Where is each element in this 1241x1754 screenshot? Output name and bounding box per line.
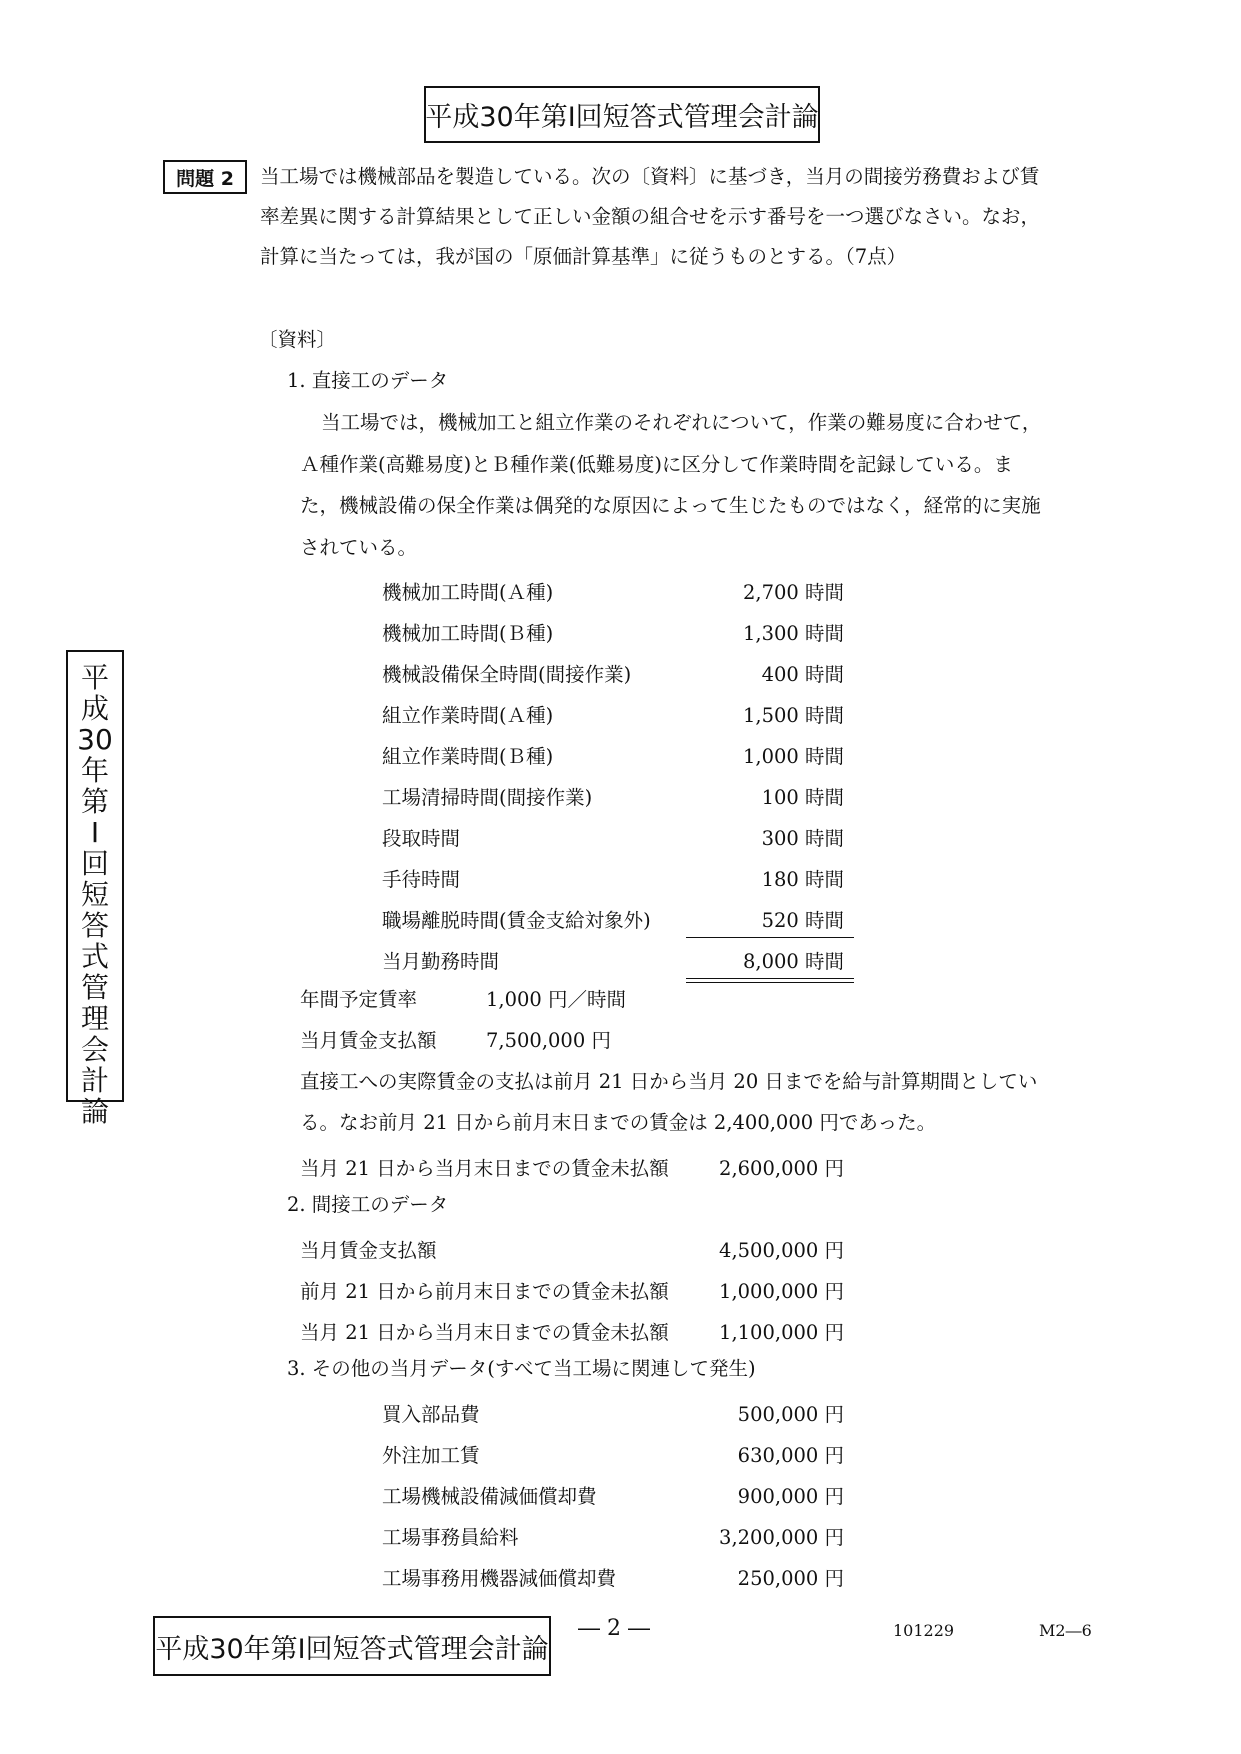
hours-label: 手待時間 — [382, 868, 461, 891]
section-1-desc-2: Ａ種作業(高難易度)とＢ種作業(低難易度)に区分して作業時間を記録している。ま — [300, 453, 1013, 476]
side-char: 短 — [80, 878, 109, 911]
indirect-row — [300, 1276, 844, 1303]
indirect-value: 4,500,000 円 — [719, 1239, 844, 1262]
side-char: 第 — [80, 785, 109, 818]
hours-label: 機械加工時間(Ｂ種) — [382, 622, 554, 645]
hours-value: 1,000 時間 — [742, 745, 844, 768]
hours-label: 組立作業時間(Ａ種) — [382, 704, 554, 727]
side-char: 30 — [77, 723, 113, 756]
other-row — [382, 1399, 844, 1426]
section-2-title: 2. 間接工のデータ — [287, 1193, 449, 1216]
other-row — [382, 1481, 844, 1508]
hours-label: 機械加工時間(Ａ種) — [382, 581, 554, 604]
hours-label: 職場離脱時間(賃金支給対象外) — [382, 909, 651, 932]
hours-label: 組立作業時間(Ｂ種) — [382, 745, 554, 768]
other-label: 買入部品費 — [382, 1403, 480, 1426]
section-1-desc-4: されている。 — [300, 536, 418, 559]
side-char: 式 — [80, 940, 109, 973]
hours-value: 2,700 時間 — [742, 581, 844, 604]
page-ref: M2―6 — [1039, 1621, 1092, 1640]
side-char: 成 — [80, 692, 109, 725]
indirect-row — [300, 1235, 844, 1262]
rate-value: 1,000 円／時間 — [486, 988, 627, 1011]
section-3-title: 3. その他の当月データ(すべて当工場に関連して発生) — [287, 1357, 756, 1380]
paid-value: 7,500,000 円 — [486, 1029, 611, 1052]
hours-row — [382, 659, 844, 686]
indirect-label: 当月 21 日から当月末日までの賃金未払額 — [300, 1321, 669, 1344]
hours-total-label: 当月勤務時間 — [382, 950, 500, 973]
hours-row — [382, 905, 844, 932]
exam-code: 101229 — [893, 1621, 955, 1640]
note-line-2: る。なお前月 21 日から前月末日までの賃金は 2,400,000 円であった。 — [300, 1111, 937, 1134]
hours-row — [382, 618, 844, 645]
other-value: 630,000 円 — [737, 1444, 844, 1467]
side-char: 年 — [80, 754, 109, 787]
hours-row — [382, 700, 844, 727]
footer-title: 平成30年第Ⅰ回短答式管理会計論 — [153, 1616, 551, 1676]
direct-unpaid-row — [300, 1153, 844, 1180]
other-row — [382, 1522, 844, 1549]
side-char: 会 — [80, 1033, 109, 1066]
hours-value: 100 時間 — [761, 786, 844, 809]
note-line-1: 直接工への実際賃金の支払は前月 21 日から当月 20 日までを給与計算期間としてい — [300, 1070, 1038, 1093]
indirect-row — [300, 1317, 844, 1344]
hours-label: 機械設備保全時間(間接作業) — [382, 663, 632, 686]
other-label: 工場機械設備減価償却費 — [382, 1485, 597, 1508]
direct-unpaid-value: 2,600,000 円 — [719, 1157, 844, 1180]
subtotal-rule — [686, 937, 854, 938]
total-double-rule-bottom — [686, 982, 854, 983]
side-title-box — [66, 650, 124, 1128]
question-label: 問題 2 — [163, 160, 247, 194]
other-row — [382, 1563, 844, 1590]
other-value: 250,000 円 — [737, 1567, 844, 1590]
page-title: 平成30年第Ⅰ回短答式管理会計論 — [424, 86, 820, 143]
side-char: 回 — [80, 847, 109, 880]
hours-total-row — [382, 946, 844, 973]
other-value: 900,000 円 — [737, 1485, 844, 1508]
side-char: 答 — [80, 909, 109, 942]
section-1-desc-3: た，機械設備の保全作業は偶発的な原因によって生じたものではなく，経常的に実施 — [300, 494, 1041, 517]
hours-value: 1,500 時間 — [742, 704, 844, 727]
hours-value: 400 時間 — [761, 663, 844, 686]
side-char: 計 — [80, 1064, 109, 1097]
question-line-2: 率差異に関する計算結果として正しい金額の組合せを示す番号を一つ選びなさい。なお， — [260, 205, 1041, 228]
page-number: ― 2 ― — [578, 1616, 650, 1641]
paid-label: 当月賃金支払額 — [300, 1029, 437, 1052]
hours-row — [382, 782, 844, 809]
hours-label: 段取時間 — [382, 827, 461, 850]
hours-total-value: 8,000 時間 — [742, 950, 844, 973]
hours-label: 工場清掃時間(間接作業) — [382, 786, 593, 809]
indirect-value: 1,000,000 円 — [719, 1280, 844, 1303]
indirect-label: 前月 21 日から前月末日までの賃金未払額 — [300, 1280, 669, 1303]
total-double-rule-top — [686, 978, 854, 979]
rate-label: 年間予定賃率 — [300, 988, 418, 1011]
side-char: 論 — [80, 1095, 109, 1128]
section-1-desc-1: 当工場では，機械加工と組立作業のそれぞれについて，作業の難易度に合わせて， — [321, 411, 1042, 434]
side-char: 管 — [80, 971, 109, 1004]
other-value: 500,000 円 — [737, 1403, 844, 1426]
section-1-title: 1. 直接工のデータ — [287, 369, 449, 392]
other-value: 3,200,000 円 — [719, 1526, 844, 1549]
other-row — [382, 1440, 844, 1467]
side-char: 理 — [80, 1002, 109, 1035]
hours-row — [382, 741, 844, 768]
indirect-value: 1,100,000 円 — [719, 1321, 844, 1344]
side-char: Ⅰ — [90, 816, 100, 849]
other-label: 工場事務員給料 — [382, 1526, 519, 1549]
indirect-label: 当月賃金支払額 — [300, 1239, 437, 1262]
hours-value: 300 時間 — [761, 827, 844, 850]
hours-value: 1,300 時間 — [742, 622, 844, 645]
hours-row — [382, 577, 844, 604]
question-line-3: 計算に当たっては，我が国の「原価計算基準」に従うものとする。（7点） — [260, 245, 907, 268]
hours-row — [382, 823, 844, 850]
materials-heading: 〔資料〕 — [258, 328, 337, 351]
other-label: 工場事務用機器減価償却費 — [382, 1567, 617, 1590]
other-label: 外注加工賃 — [382, 1444, 480, 1467]
hours-row — [382, 864, 844, 891]
direct-unpaid-label: 当月 21 日から当月末日までの賃金未払額 — [300, 1157, 669, 1180]
side-char: 平 — [80, 661, 109, 694]
hours-value: 180 時間 — [761, 868, 844, 891]
hours-value: 520 時間 — [761, 909, 844, 932]
question-line-1: 当工場では機械部品を製造している。次の〔資料〕に基づき，当月の間接労務費および賃 — [260, 165, 1040, 188]
